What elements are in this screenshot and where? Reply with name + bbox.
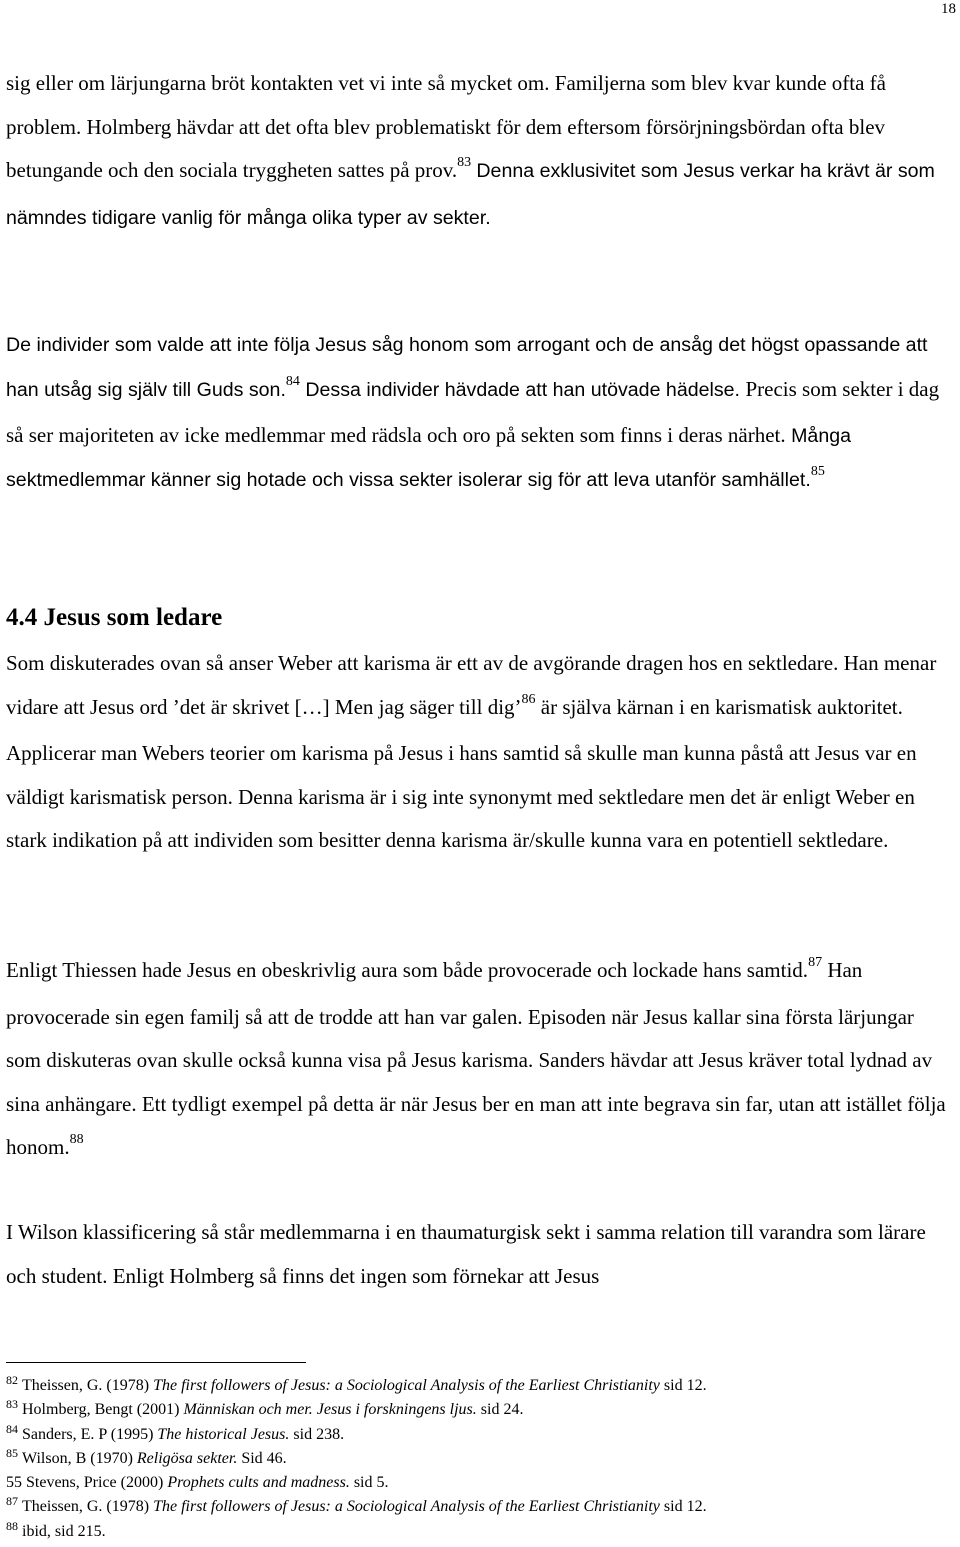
footnote-title: The first followers of Jesus: a Sociological Analysis of the Earliest Christianity [153, 1377, 660, 1394]
footnote-ref-85[interactable]: 85 [810, 463, 825, 479]
footnote-page: Sid 46. [237, 1449, 287, 1467]
paragraph-2-text-b: Dessa individer hävdade att han utövade [305, 378, 661, 401]
paragraph-1 [6, 62, 950, 240]
footnote-88 [6, 1520, 950, 1544]
footnote-marker: 88 [6, 1518, 18, 1533]
paragraph-4-text-b: Han provocerade sin egen familj så att de trodde att han var galen. Episoden när Jesus kallar sina första lärjungar som diskuteras ovan skulle också kunna visa på Jesus karisma. Sanders hävdar att Jesus kräver total lydnad av sina anhängare. Ett tydligt exempel på detta är när Jesus ber en man att inte begrava sin far, utan att istället följa honom. [6, 958, 946, 1160]
footnote-text: Theissen, G. (1978) [22, 1498, 154, 1516]
footnote-page: sid 24. [476, 1401, 524, 1419]
footnote-text: Holmberg, Bengt (2001) [22, 1401, 184, 1419]
paragraph-5 [6, 1211, 950, 1298]
footnote-title: Prophets cults and madness. [167, 1474, 350, 1492]
footnote-ref-86[interactable]: 86 [521, 691, 536, 707]
footnote-text: ibid, sid 215. [22, 1522, 106, 1540]
footnote-marker: 85 [6, 1445, 18, 1460]
footnote-82 [6, 1374, 950, 1398]
footnote-ref-87[interactable]: 87 [808, 955, 823, 970]
paragraph-1-text-a: sig eller om lärjungarna bröt kontakten vet vi inte så mycket om. Familjerna som blev kvar kunde ofta få problem. Holmberg hävdar att det ofta blev problematiskt för dem eftersom försörjningsbördan ofta blev betungande och den sociala tryggheten sattes på prov. [6, 71, 887, 183]
footnote-separator [6, 1362, 306, 1363]
paragraph-4-text-a: Enligt Thiessen hade Jesus en obeskrivlig aura som både provocerade och lockade hans samtid. [6, 958, 809, 982]
footnote-page: sid 12. [659, 1377, 707, 1394]
section-heading: 4.4 Jesus som ledare [6, 604, 223, 631]
paragraph-2 [6, 324, 950, 504]
footnote-text: 55 Stevens, Price (2000) [6, 1474, 168, 1492]
paragraph-2-text-d: Precis som sekter i dag så ser majoriteten av icke medlemmar med rädsla och oro på sekten som finns i deras närhet. [6, 376, 940, 448]
paragraph-2-text-c: hädelse. [665, 378, 741, 401]
footnote-84 [6, 1423, 950, 1447]
footnote-marker: 87 [6, 1494, 18, 1509]
paragraph-2-text-a: De individer som valde att inte följa Jesus såg honom som arrogant och de ansåg det högst opassande att han utsåg sig själv till Guds son. [6, 334, 928, 401]
footnote-title: The first followers of Jesus: a Sociological Analysis of the Earliest Christianity [153, 1498, 660, 1516]
footnote-title: Religösa sekter. [136, 1449, 238, 1467]
footnote-page: sid 12. [659, 1498, 707, 1516]
footnote-text: Sanders, E. P (1995) [22, 1425, 158, 1443]
paragraph-5-text-a: I Wilson klassificering så står medlemmarna i en thaumaturgisk sekt i samma relation till varandra som lärare och student. Enligt Holmberg så finns det ingen som förnekar att Jesus [6, 1220, 926, 1288]
footnote-page: sid 5. [349, 1474, 389, 1492]
footnote-marker: 84 [6, 1421, 18, 1436]
footnotes [6, 1374, 950, 1544]
footnote-title: Människan och mer. Jesus i forskningens ljus. [183, 1401, 477, 1419]
footnote-title: The historical Jesus. [157, 1425, 290, 1443]
footnote-86 [6, 1471, 950, 1495]
paragraph-2-text-e: Många sektmedlemmar känner sig hotade och vissa sekter isolerar sig för att leva utanför samhället. [6, 425, 852, 491]
page-number: 18 [941, 1, 956, 17]
footnote-text: Wilson, B (1970) [22, 1449, 137, 1467]
footnote-ref-83[interactable]: 83 [457, 155, 472, 171]
paragraph-3 [6, 642, 950, 863]
paragraph-4 [6, 949, 950, 1173]
footnote-marker: 82 [6, 1373, 18, 1387]
paragraph-3-text-a: Som diskuterades ovan så anser Weber att karisma är ett av de avgörande dragen hos en sektledare. Han menar vidare att Jesus ord ’det är skrivet […] Men jag säger till dig’ [6, 651, 937, 719]
footnote-page: sid 238. [289, 1425, 345, 1443]
footnote-83 [6, 1398, 950, 1422]
footnote-85 [6, 1447, 950, 1471]
footnote-ref-84[interactable]: 84 [285, 373, 300, 389]
footnote-text: Theissen, G. (1978) [22, 1377, 154, 1394]
paragraph-1-text-b: Denna exklusivitet som Jesus verkar ha krävt är som nämndes tidigare vanlig för många olika typer av sekter. [6, 160, 935, 229]
footnote-ref-88[interactable]: 88 [69, 1132, 84, 1148]
paragraph-3-text-b: är själva kärnan i en karismatisk auktoritet. Applicerar man Webers teorier om karisma på Jesus i hans samtid så skulle man kunna påstå att Jesus var en väldigt karismatisk person. Denna karisma är i sig inte synonymt med sektledare men det är enligt Weber en stark indikation på att individen som besitter denna karisma är/skulle kunna vara en potentiell sektledare. [6, 694, 917, 853]
footnote-marker: 83 [6, 1397, 18, 1412]
footnote-87 [6, 1495, 950, 1519]
